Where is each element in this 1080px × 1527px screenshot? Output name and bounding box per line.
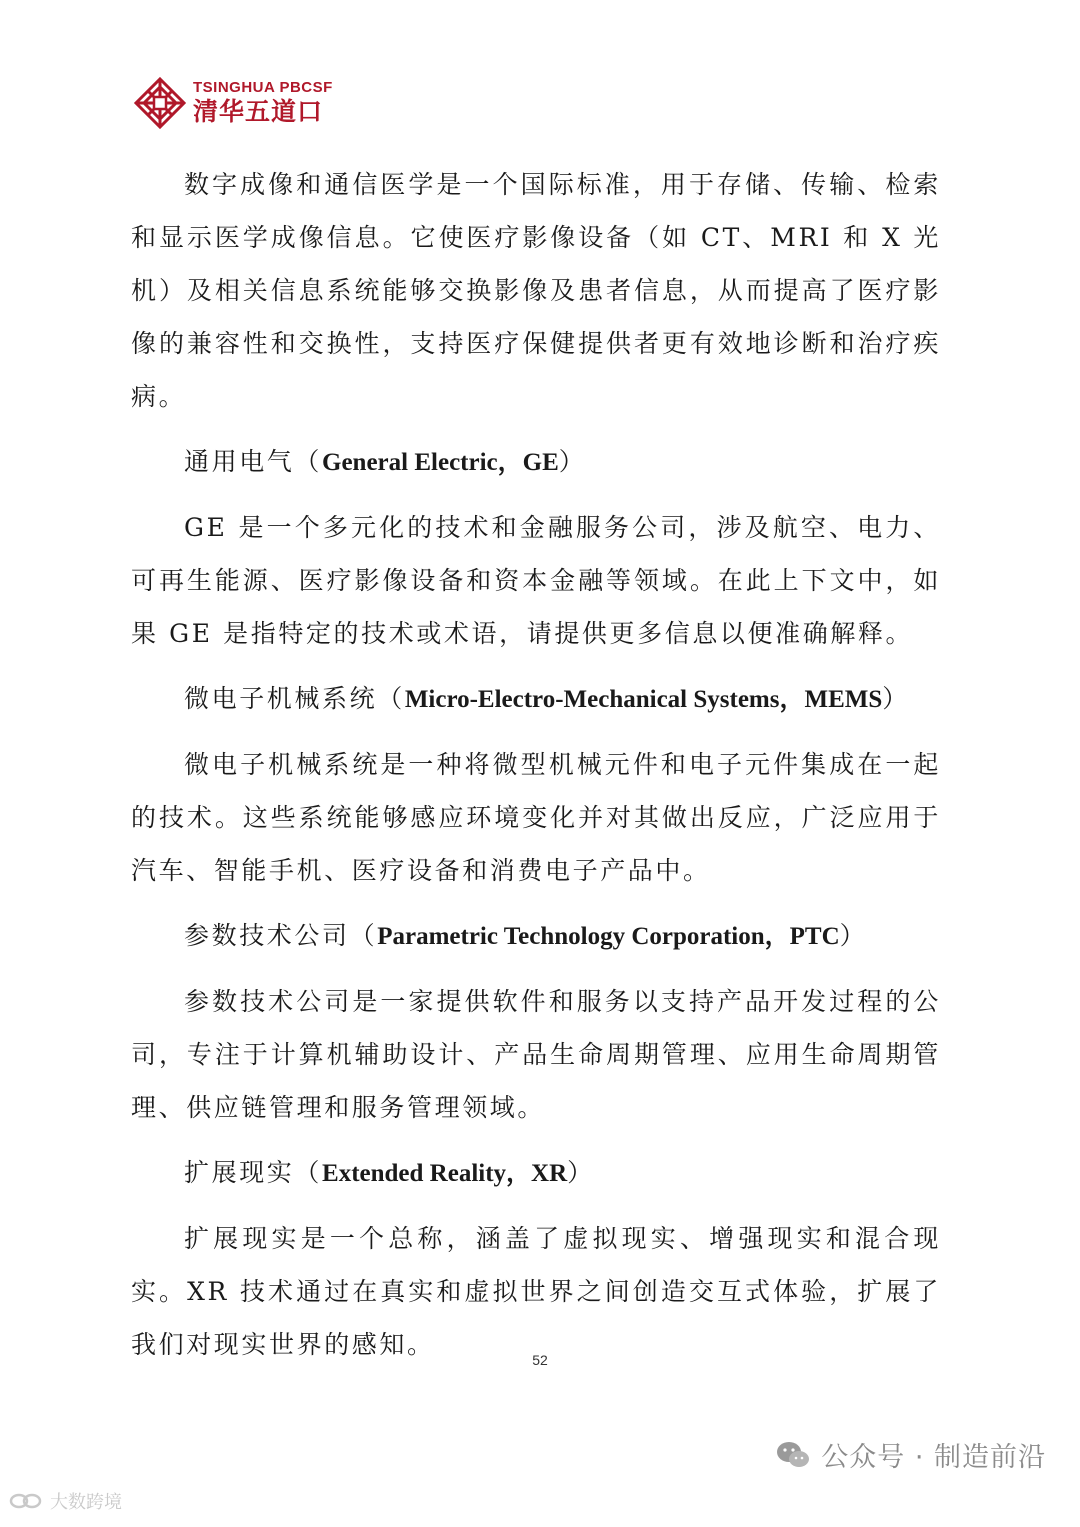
paragraph-dicom: 数字成像和通信医学是一个国际标准，用于存储、传输、检索和显示医学成像信息。它使医疗影像设备（如 CT、MRI 和 X 光机）及相关信息系统能够交换影像及患者信息，从而提高了医疗影像的兼容性和交换性，支持医疗保健提供者更有效地诊断和治疗疾病。 [131,170,941,411]
heading-mems-en: Micro-Electro-Mechanical Systems，MEMS [404,686,883,713]
paragraph-ge: GE 是一个多元化的技术和金融服务公司，涉及航空、电力、可再生能源、医疗影像设备和资本金融等领域。在此上下文中，如果 GE 是指特定的技术或术语，请提供更多信息以便准确解释。 [131,513,941,648]
watermark-right [775,1435,1046,1474]
document-body [131,158,941,1383]
heading-ge-close: ） [558,447,587,476]
page-number: 52 [532,1352,548,1368]
heading-xr [131,1146,941,1200]
heading-xr-close: ） [567,1158,595,1187]
logo-english-name: TSINGHUA PBCSF [193,79,333,96]
watermark-right-text: 公众号 · 制造前沿 [821,1442,1046,1473]
link-chain-icon [8,1490,46,1512]
heading-ge [131,435,941,489]
heading-mems [131,672,941,726]
heading-ptc-en: Parametric Technology Corporation，PTC [377,923,840,950]
heading-xr-cn: 扩展现实（ [184,1158,323,1187]
heading-ptc-cn: 参数技术公司（ [184,921,378,950]
heading-mems-close: ） [882,684,910,713]
paragraph-xr: 扩展现实是一个总称，涵盖了虚拟现实、增强现实和混合现实。XR 技术通过在真实和虚拟世界之间创造交互式体验，扩展了我们对现实世界的感知。 [131,1224,941,1359]
wechat-icon [775,1440,811,1470]
pbcsf-emblem-icon [133,76,187,130]
paragraph-ptc: 参数技术公司是一家提供软件和服务以支持产品开发过程的公司，专注于计算机辅助设计、产品生命周期管理、应用生命周期管理、供应链管理和服务管理领域。 [131,987,941,1122]
heading-mems-cn: 微电子机械系统（ [184,684,405,713]
tsinghua-pbcsf-logo [133,76,333,130]
heading-xr-en: Extended Reality，XR [322,1160,568,1187]
heading-ge-cn: 通用电气（ [184,447,323,476]
paragraph-mems: 微电子机械系统是一种将微型机械元件和电子元件集成在一起的技术。这些系统能够感应环境变化并对其做出反应，广泛应用于汽车、智能手机、医疗设备和消费电子产品中。 [131,750,941,885]
heading-ptc-close: ） [839,921,868,950]
heading-ptc [131,909,941,963]
watermark-left-text: 大数跨境 [50,1492,122,1513]
logo-chinese-name: 清华五道口 [193,97,324,126]
watermark-left [8,1488,122,1514]
heading-ge-en: General Electric，GE [322,449,559,476]
